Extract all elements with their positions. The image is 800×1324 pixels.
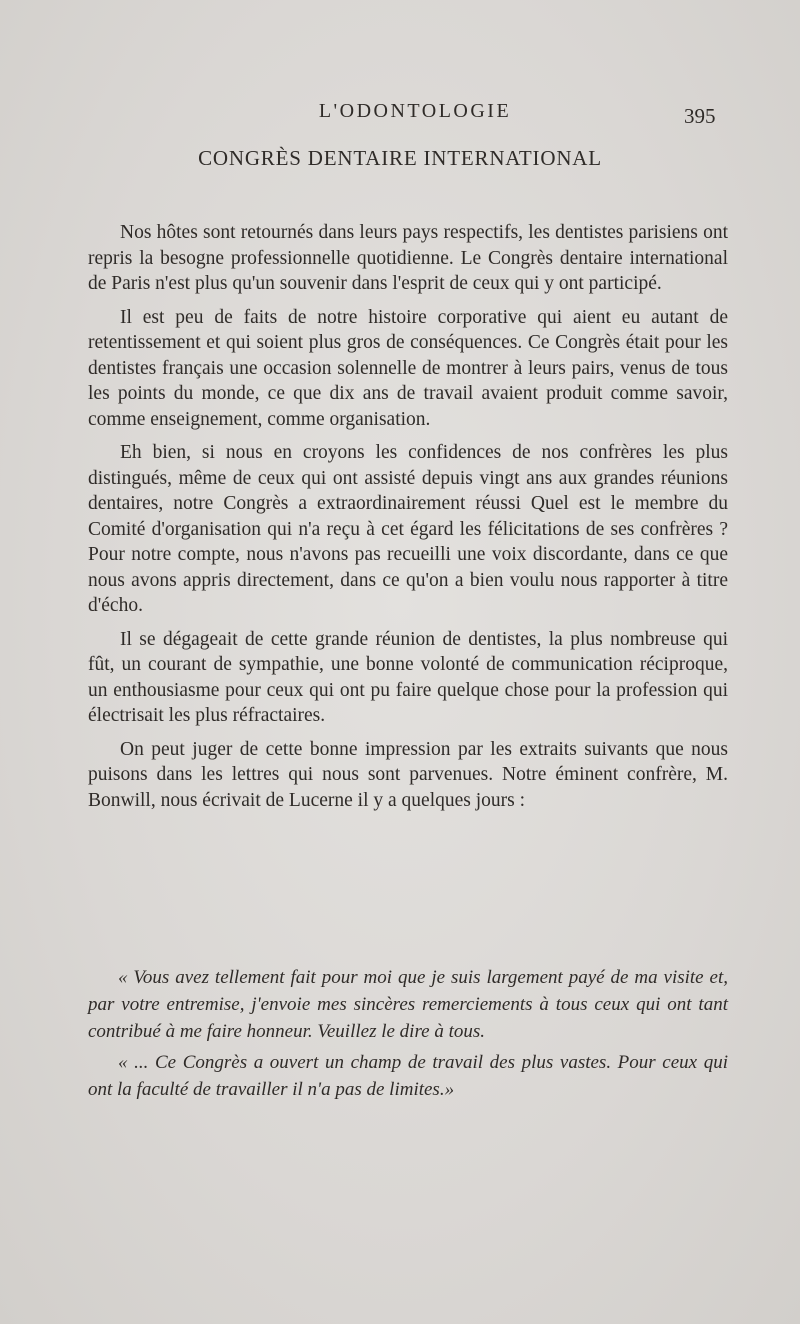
letter-quotes	[88, 964, 728, 1107]
paragraph-5: On peut juger de cette bonne impression par les extraits suivants que nous puisons dans les lettres qui nous sont parvenues. Notre éminent confrère, M. Bonwill, nous écrivait de Lucerne il y a quelques jours :	[88, 738, 728, 811]
page-number: 395	[684, 104, 716, 128]
quote-1: « Vous avez tellement fait pour moi que je suis largement payé de ma visite et, par votre entremise, j'envoie mes sincères remerciements à tous ceux qui ont tant contribué à me faire honneur. Veuillez le dire à tous.	[88, 967, 728, 1042]
paragraph-4: Il se dégageait de cette grande réunion de dentistes, la plus nombreuse qui fût, un courant de sympathie, une bonne volonté de communication réciproque, un enthousiasme pour ceux qui ont pu faire quelque chose pour la profession qui électrisait les plus réfractaires.	[88, 628, 728, 726]
quote-2: « ... Ce Congrès a ouvert un champ de travail des plus vastes. Pour ceux qui ont la faculté de travailler il n'a pas de limites.»	[88, 1052, 728, 1100]
article-title: CONGRÈS DENTAIRE INTERNATIONAL	[198, 146, 602, 170]
paragraph-3: Eh bien, si nous en croyons les confidences de nos confrères les plus distingués, même de ceux qui ont assisté depuis vingt ans aux grandes réunions dentaires, notre Congrès a extraordinairement réussi Quel est le membre du Comité d'organisation qui n'a reçu à cet égard les félicitations de ses confrères ? Pour notre compte, nous n'avons pas recueilli une voix discordante, dans ce que nous avons appris directement, dans ce qu'on a bien voulu nous rapporter à titre d'écho.	[88, 442, 728, 616]
journal-title: L'ODONTOLOGIE	[318, 100, 512, 122]
paragraph-1: Nos hôtes sont retournés dans leurs pays respectifs, les dentistes parisiens ont repris la besogne professionnelle quotidienne. Le Congrès dentaire international de Paris n'est plus qu'un souvenir dans l'esprit de ceux qui y ont participé.	[88, 222, 728, 294]
running-head	[0, 100, 800, 130]
article-body	[88, 220, 728, 821]
paragraph-2: Il est peu de faits de notre histoire corporative qui aient eu autant de retentissement et qui soient plus gros de conséquences. Ce Congrès était pour les dentistes français une occasion solennelle de montrer à leurs pairs, venus de tous les points du monde, ce que dix ans de travail avaient produit comme savoir, comme enseignement, comme organisation.	[88, 306, 728, 430]
